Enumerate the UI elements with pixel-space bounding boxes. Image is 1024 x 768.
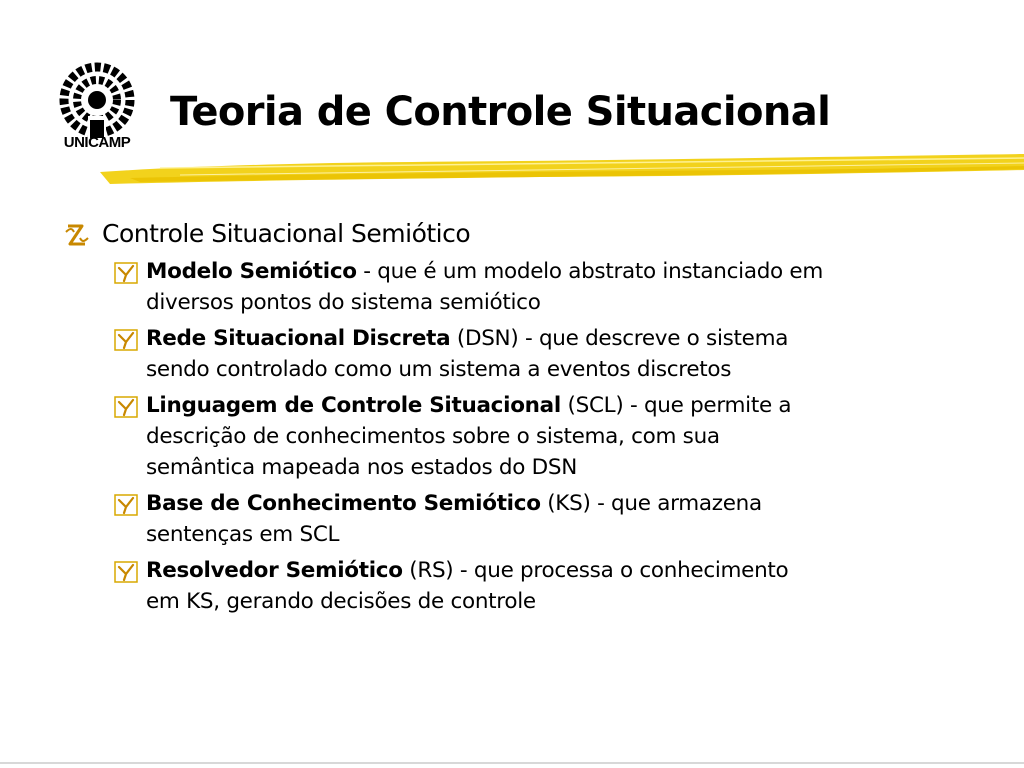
item-text-line2: em KS, gerando decisões de controle: [146, 589, 536, 614]
unicamp-logo: [48, 60, 146, 160]
item-text-line1: (KS) - que armazena: [540, 491, 762, 516]
unicamp-logo-text: UNICAMP: [63, 134, 131, 151]
list-item: [62, 488, 962, 550]
title-highlight-stroke: [100, 150, 1024, 190]
item-term: Rede Situacional Discreta: [146, 326, 451, 351]
list-item: [62, 256, 962, 318]
checkbox-y-icon: [114, 262, 138, 284]
bottom-divider: [0, 762, 1024, 764]
item-text-line2: sendo controlado como um sistema a eventos discretos: [146, 357, 732, 382]
checkbox-y-icon: [114, 561, 138, 583]
list-item: [62, 323, 962, 385]
slide-title: Teoria de Controle Situacional: [170, 89, 831, 135]
checkbox-y-icon: [114, 396, 138, 418]
bullet-z-icon: [62, 216, 92, 252]
item-term: Modelo Semiótico: [146, 259, 357, 284]
unicamp-emblem-icon: [48, 60, 146, 138]
item-text-line2: sentenças em SCL: [146, 522, 340, 547]
item-text-line1: - que é um modelo abstrato instanciado em: [356, 259, 824, 284]
sub-bullet-list: [62, 256, 962, 617]
list-item: [62, 555, 962, 617]
list-item: [62, 390, 962, 483]
item-term: Linguagem de Controle Situacional: [146, 393, 561, 418]
checkbox-y-icon: [114, 329, 138, 351]
checkbox-y-icon: [114, 494, 138, 516]
item-text-line3: semântica mapeada nos estados do DSN: [146, 455, 578, 480]
item-text-line1: (DSN) - que descreve o sistema: [450, 326, 789, 351]
item-text-line2: diversos pontos do sistema semiótico: [146, 290, 541, 315]
item-text-line1: (RS) - que processa o conhecimento: [402, 558, 789, 583]
level1-heading-text: Controle Situacional Semiótico: [102, 219, 471, 248]
slide-content: [62, 216, 962, 622]
item-text-line2: descrição de conhecimentos sobre o sistema, com sua: [146, 424, 720, 449]
item-text-line1: (SCL) - que permite a: [560, 393, 792, 418]
level1-heading: [62, 216, 962, 252]
item-term: Resolvedor Semiótico: [146, 558, 403, 583]
item-term: Base de Conhecimento Semiótico: [146, 491, 541, 516]
